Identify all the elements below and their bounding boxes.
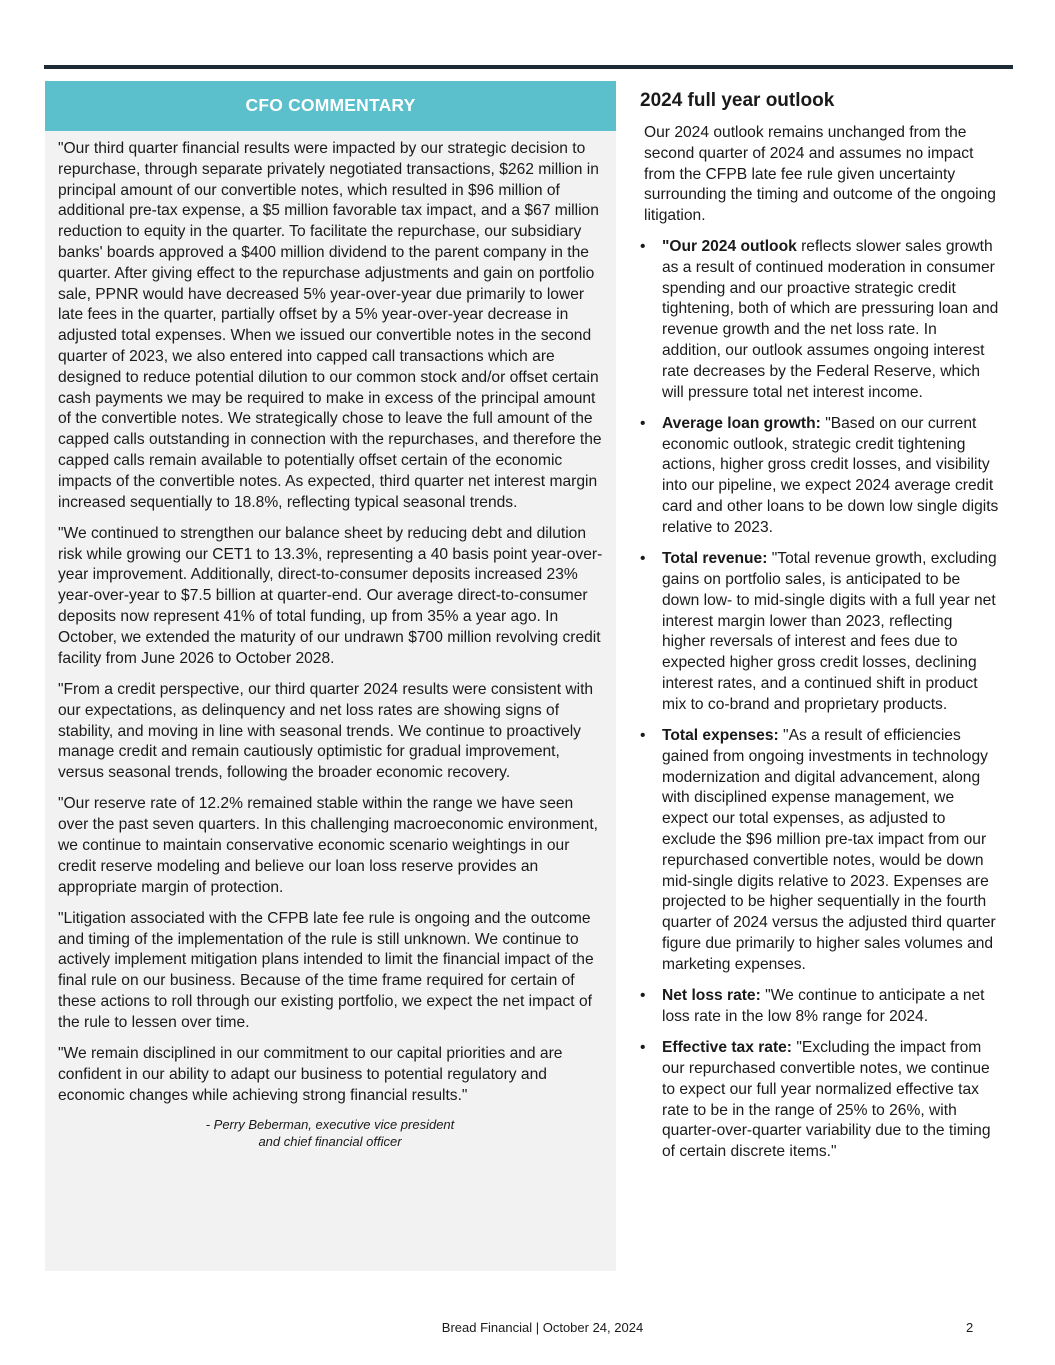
outlook-bullet — [640, 549, 1000, 715]
bullet-lead: Total expenses: — [662, 727, 779, 745]
footer-text: Bread Financial | October 24, 2024 — [441, 1320, 644, 1335]
bullet-icon: • — [640, 987, 646, 1005]
outlook-bullet — [640, 237, 1000, 403]
bullet-lead: Net loss rate: — [662, 987, 761, 1005]
cfo-paragraph: "We continued to strengthen our balance sheet by reducing debt and dilution risk while growing our CET1 to 13.3%, representing a 40 basis point year-over-year improvement. Additionally, direct-to-consumer deposits increased 23% year-over-year to $7.5 billion at quarter-end. Our average direct-to-consumer deposits now represent 41% of total funding, up from 35% a year ago. In October, we extended the maturity of our undrawn $700 million revolving credit facility from June 2026 to October 2028. — [58, 524, 603, 667]
cfo-paragraph: "We remain disciplined in our commitment to our capital priorities and are confident in our ability to adapt our business to potential regulatory and economic changes while achieving strong financial results." — [58, 1045, 563, 1104]
outlook-bullet — [640, 414, 1000, 539]
bullet-icon: • — [640, 414, 646, 432]
cfo-commentary-body — [45, 131, 616, 1150]
cfo-paragraph: "Our reserve rate of 12.2% remained stable within the range we have seen over the past seven quarters. In this challenging macroeconomic environment, we continue to maintain conservative economic scenario weightings in our credit reserve modeling and believe our loan loss reserve provides an appropriate margin of protection. — [58, 795, 599, 896]
bullet-text: "Total revenue growth, excluding gains on portfolio sales, is anticipated to be down low- to mid-single digits with a full year net interest margin lower than 2023, reflecting higher reversals of interest and fees due to expected higher gross credit losses, declining interest rates, and a continued shift in product mix to co-brand and proprietary products. — [662, 550, 997, 713]
bullet-lead: Total revenue: — [662, 550, 768, 568]
cfo-paragraph: "Litigation associated with the CFPB late fee rule is ongoing and the outcome and timing of the implementation of the rule is still unknown. We continue to actively implement mitigation plans intended to limit the financial impact of the final rule on our business. Because of the time frame required for certain of these actions to roll through our existing portfolio, we expect the net impact of the rule to lessen over time. — [58, 909, 594, 1031]
cfo-signature — [58, 1117, 604, 1150]
bullet-lead: Average loan growth: — [662, 414, 821, 432]
cfo-commentary-panel — [45, 81, 616, 1271]
bullet-icon: • — [640, 1039, 646, 1057]
bullet-text: "As a result of efficiencies gained from ongoing investments in technology modernization and digital advancement, along with disciplined expense management, we expect our total expenses, as adjusted to exclude the $96 million pre-tax impact from our repurchased convertible notes, would be down mid-single digits relative to 2023. Expenses are projected to be higher sequentially in the fourth quarter of 2024 versus the adjusted third quarter figure due primarily to higher sales volumes and marketing expenses. — [662, 727, 996, 973]
top-divider — [44, 65, 1013, 69]
signature-name-line: - Perry Beberman, executive vice president — [205, 1117, 455, 1133]
bullet-text: reflects slower sales growth as a result of continued moderation in consumer spending and our proactive strategic credit tightening, both of which are pressuring loan and revenue growth and the net loss rate. In addition, our outlook assumes ongoing interest rate decreases by the Federal Reserve, which will pressure total net interest income. — [662, 237, 999, 401]
cfo-paragraph: "From a credit perspective, our third quarter 2024 results were consistent with our expectations, as delinquency and net loss rates are showing signs of stability, and moving in line with seasonal trends. We continue to proactively manage credit and remain cautiously optimistic for gradual improvement, versus seasonal trends, following the broader economic recovery. — [58, 680, 594, 782]
bullet-icon: • — [640, 237, 646, 255]
outlook-bullet — [640, 726, 1000, 976]
outlook-title: 2024 full year outlook — [640, 90, 835, 111]
outlook-bullet — [640, 986, 1000, 1028]
signature-title-line: and chief financial officer — [258, 1133, 402, 1149]
bullet-icon: • — [640, 727, 646, 745]
bullet-lead: Effective tax rate: — [662, 1039, 793, 1057]
cfo-paragraph: "Our third quarter financial results were impacted by our strategic decision to repurchase, through separate privately negotiated transactions, $262 million in principal amount of our convertible notes, which resulted in $96 million of additional pre-tax expense, a $5 million favorable tax impact, and a $67 million reduction to equity in the quarter. To facilitate the repurchase, our subsidiary banks' boards approved a $400 million dividend to the parent company in the quarter. After giving effect to the repurchase adjustments and gain on portfolio sale, PPNR would have decreased 5% year-over-year due primarily to lower late fees in the quarter, partially offset by a 5% year-over-year decrease in adjusted total expenses. When we issued our convertible notes in the second quarter of 2023, we also entered into capped call transactions which are designed to reduce potential dilution to our common stock and/or offset certain cash payments we may be required to make in excess of the principal amount of the convertible notes. We strategically chose to leave the full amount of the capped calls outstanding in connection with the repurchases, and therefore the capped calls remain available to potentially offset certain of the economic impacts of the convertible notes. As expected, third quarter net interest margin increased sequentially to 18.8%, reflecting typical seasonal trends. — [58, 140, 602, 511]
outlook-bullet — [640, 1038, 1000, 1163]
outlook-intro: Our 2024 outlook remains unchanged from the second quarter of 2024 and assumes no impact from the CFPB late fee rule given uncertainty surrounding the timing and outcome of the ongoing litigation. — [644, 124, 996, 225]
bullet-text: "Excluding the impact from our repurchased convertible notes, we continue to expect our full year normalized effective tax rate to be in the range of 25% to 26%, with quarter-over-quarter variability due to the timing of certain discrete items." — [662, 1039, 991, 1161]
bullet-text: "Based on our current economic outlook, strategic credit tightening actions, higher gross credit losses, and visibility into our pipeline, we expect 2024 average credit card and other loans to be down low single digits relative to 2023. — [662, 414, 999, 536]
outlook-section — [640, 88, 1000, 1173]
cfo-commentary-header: CFO COMMENTARY — [45, 81, 616, 131]
bullet-text: "We continue to anticipate a net loss rate in the low 8% range for 2024. — [662, 987, 985, 1025]
outlook-bullet-list — [640, 237, 1000, 1163]
bullet-lead: "Our 2024 outlook — [662, 237, 797, 255]
page-number: 2 — [966, 1320, 974, 1335]
bullet-icon: • — [640, 550, 646, 568]
